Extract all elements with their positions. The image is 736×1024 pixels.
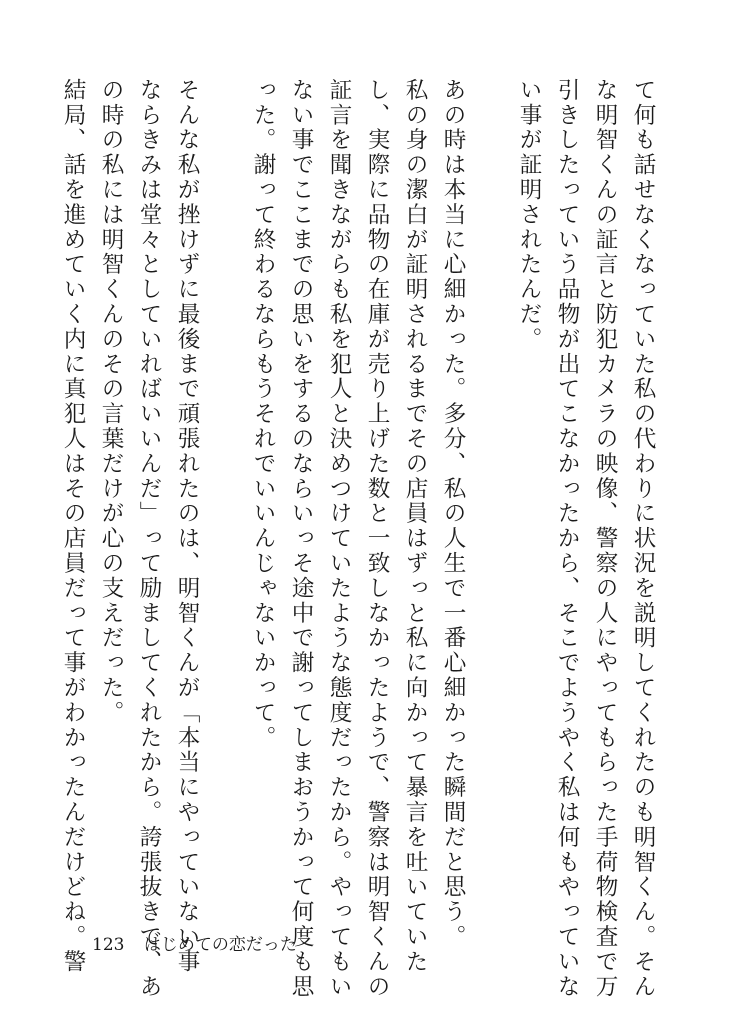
page-footer <box>92 930 297 955</box>
text-line: った。謝って終わるならもうそれでいいんじゃないかって。 <box>250 78 276 751</box>
text-line: て何も話せなくなっていた私の代わりに状況を説明してくれたのも明智くん。そん <box>630 78 656 1000</box>
text-line: し、実際に品物の在庫が売り上げた数と一致しなかったようで、警察は明智くんの <box>364 78 390 1000</box>
text-line: 証言を聞きながらも私を犯人と決めつけていたような態度だったから。やってもい <box>326 78 352 1000</box>
text-line: ならきみは堂々としていればいいんだ」って励ましてくれたから。誇張抜きで、あ <box>136 78 162 1000</box>
text-line: あの時は本当に心細かった。多分、私の人生で一番心細かった瞬間だと思う。 <box>440 78 466 950</box>
text-line: 私の身の潔白が証明されるまでその店員はずっと私に向かって暴言を吐いていた <box>402 78 428 975</box>
text-line: 引きしたっていう品物が出てこなかったから、そこでようやく私は何もやっていな <box>554 78 580 1000</box>
text-line: の時の私には明智くんのその言葉だけが心の支えだった。 <box>98 78 124 726</box>
text-line: な明智くんの証言と防犯カメラの映像、警察の人にやってもらった手荷物検査で万 <box>592 78 618 1000</box>
text-line: ない事でここまでの思いをするのならいっそ途中で謝ってしまおうかって何度も思 <box>288 78 314 1000</box>
text-line: そんな私が挫けずに最後まで頑張れたのは、明智くんが「本当にやっていない事 <box>174 78 200 975</box>
book-title: はじめての恋だった <box>143 935 297 955</box>
page-number: 123 <box>92 935 125 955</box>
paragraph-gap <box>472 78 510 930</box>
text-line: 結局、話を進めていく内に真犯人はその店員だって事がわかったんだけどね。警 <box>60 78 86 975</box>
text-line: い事が証明されたんだ。 <box>516 78 542 352</box>
paragraph-gap <box>206 78 244 930</box>
